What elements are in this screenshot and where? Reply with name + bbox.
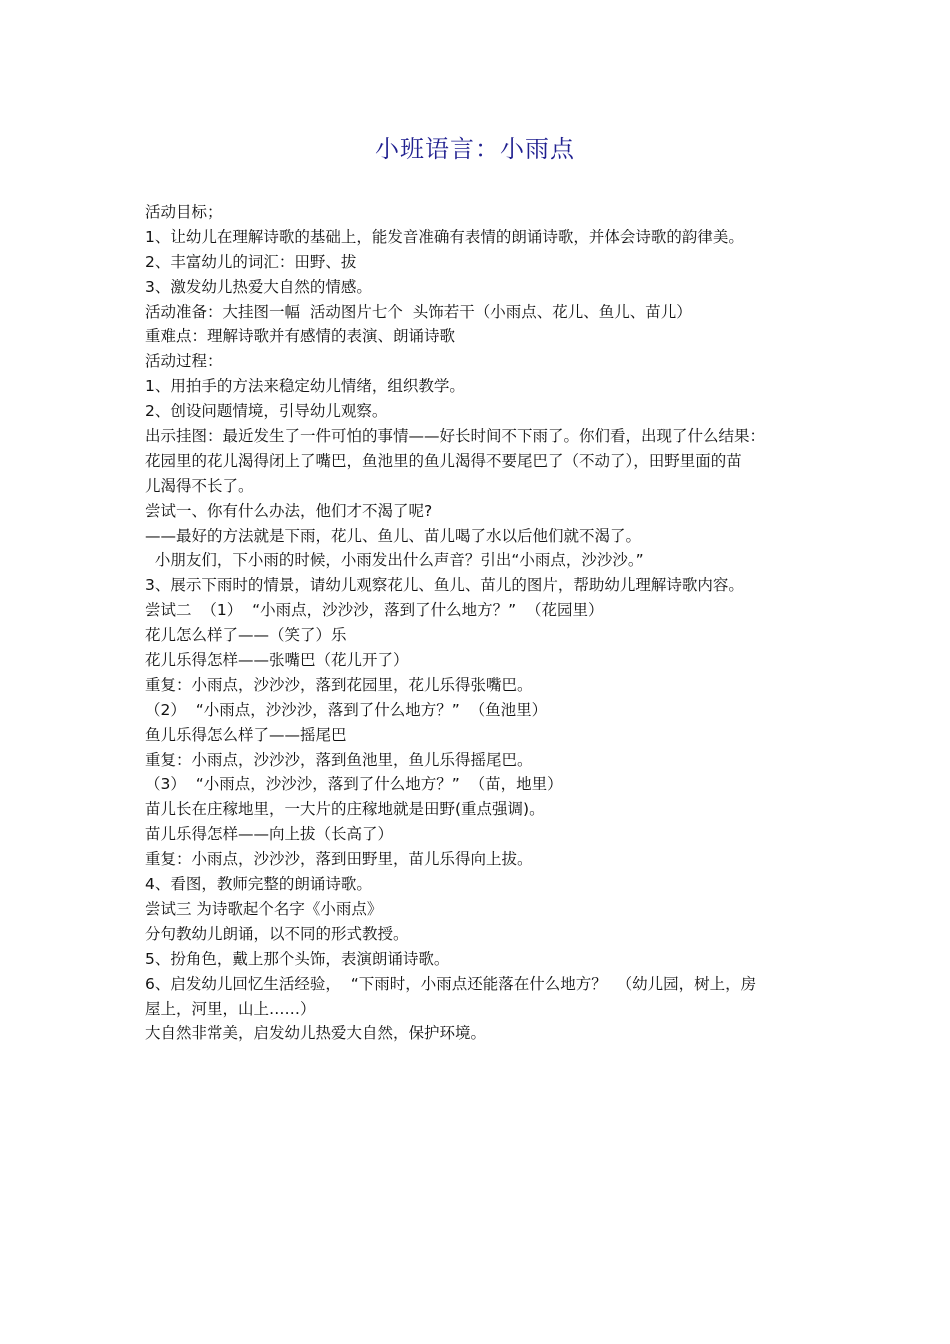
body-line: 重复：小雨点，沙沙沙，落到田野里，苗儿乐得向上拔。 xyxy=(145,850,533,869)
body-line: 活动过程： xyxy=(145,352,223,371)
document-title: 小班语言：小雨点 xyxy=(375,135,575,163)
body-line: 大自然非常美，启发幼儿热爱大自然，保护环境。 xyxy=(145,1024,487,1043)
body-line: 尝试三 为诗歌起个名字《小雨点》 xyxy=(145,899,383,918)
body-line: 出示挂图：最近发生了一件可怕的事情——好长时间不下雨了。你们看，出现了什么结果： xyxy=(145,427,766,446)
body-line: 尝试一、你有什么办法，他们才不渴了呢? xyxy=(145,501,433,520)
body-line: 花儿怎么样了——（笑了）乐 xyxy=(145,626,347,645)
body-line: 3、展示下雨时的情景，请幼儿观察花儿、鱼儿、苗儿的图片，帮助幼儿理解诗歌内容。 xyxy=(145,576,744,595)
body-line: 花儿乐得怎样——张嘴巴（花儿开了） xyxy=(145,651,409,670)
body-line: 重复：小雨点，沙沙沙，落到花园里，花儿乐得张嘴巴。 xyxy=(145,675,533,694)
body-line: 活动目标； xyxy=(145,203,223,221)
body-line: 活动准备：大挂图一幅 活动图片七个 头饰若干（小雨点、花儿、鱼儿、苗儿） xyxy=(145,302,692,321)
body-line: 屋上，河里，山上……） xyxy=(145,999,316,1018)
body-line: 3、激发幼儿热爱大自然的情感。 xyxy=(145,277,372,296)
body-line: （2） “小雨点，沙沙沙，落到了什么地方？” （鱼池里） xyxy=(145,700,548,719)
body-line: ——最好的方法就是下雨，花儿、鱼儿、苗儿喝了水以后他们就不渴了。 xyxy=(145,526,642,545)
body-line: 1、让幼儿在理解诗歌的基础上，能发音准确有表情的朗诵诗歌，并体会诗歌的韵律美。 xyxy=(145,227,744,246)
body-line: 重难点：理解诗歌并有感情的表演、朗诵诗歌 xyxy=(145,327,456,346)
body-line: 花园里的花儿渴得闭上了嘴巴，鱼池里的鱼儿渴得不要尾巴了（不动了），田野里面的苗 xyxy=(145,451,742,470)
body-line: 尝试二 （1） “小雨点，沙沙沙，落到了什么地方？” （花园里） xyxy=(145,601,604,620)
body-line: 苗儿长在庄稼地里，一大片的庄稼地就是田野(重点强调)。 xyxy=(145,800,545,819)
body-line: 4、看图，教师完整的朗诵诗歌。 xyxy=(145,875,372,894)
body-line: 苗儿乐得怎样——向上拔（长高了） xyxy=(145,825,394,844)
body-line: 儿渴得不长了。 xyxy=(145,476,254,495)
body-line: 分句教幼儿朗诵，以不同的形式教授。 xyxy=(145,924,409,943)
body-line: 2、丰富幼儿的词汇：田野、拔 xyxy=(145,252,357,271)
document-body xyxy=(145,200,815,1046)
body-line: 鱼儿乐得怎么样了——摇尾巴 xyxy=(145,725,347,744)
body-line: （3） “小雨点，沙沙沙，落到了什么地方？” （苗，地里） xyxy=(145,775,563,794)
body-line: 6、启发幼儿回忆生活经验， “下雨时，小雨点还能落在什么地方？ （幼儿园，树上，房 xyxy=(145,974,757,993)
body-line: 小朋友们，下小雨的时候，小雨发出什么声音？引出“小雨点，沙沙沙。” xyxy=(145,551,644,570)
body-line: 2、创设问题情境，引导幼儿观察。 xyxy=(145,402,388,421)
body-line: 5、扮角色，戴上那个头饰，表演朗诵诗歌。 xyxy=(145,949,450,968)
body-line: 1、用拍手的方法来稳定幼儿情绪，组织教学。 xyxy=(145,377,465,396)
body-line: 重复：小雨点，沙沙沙，落到鱼池里，鱼儿乐得摇尾巴。 xyxy=(145,750,533,769)
